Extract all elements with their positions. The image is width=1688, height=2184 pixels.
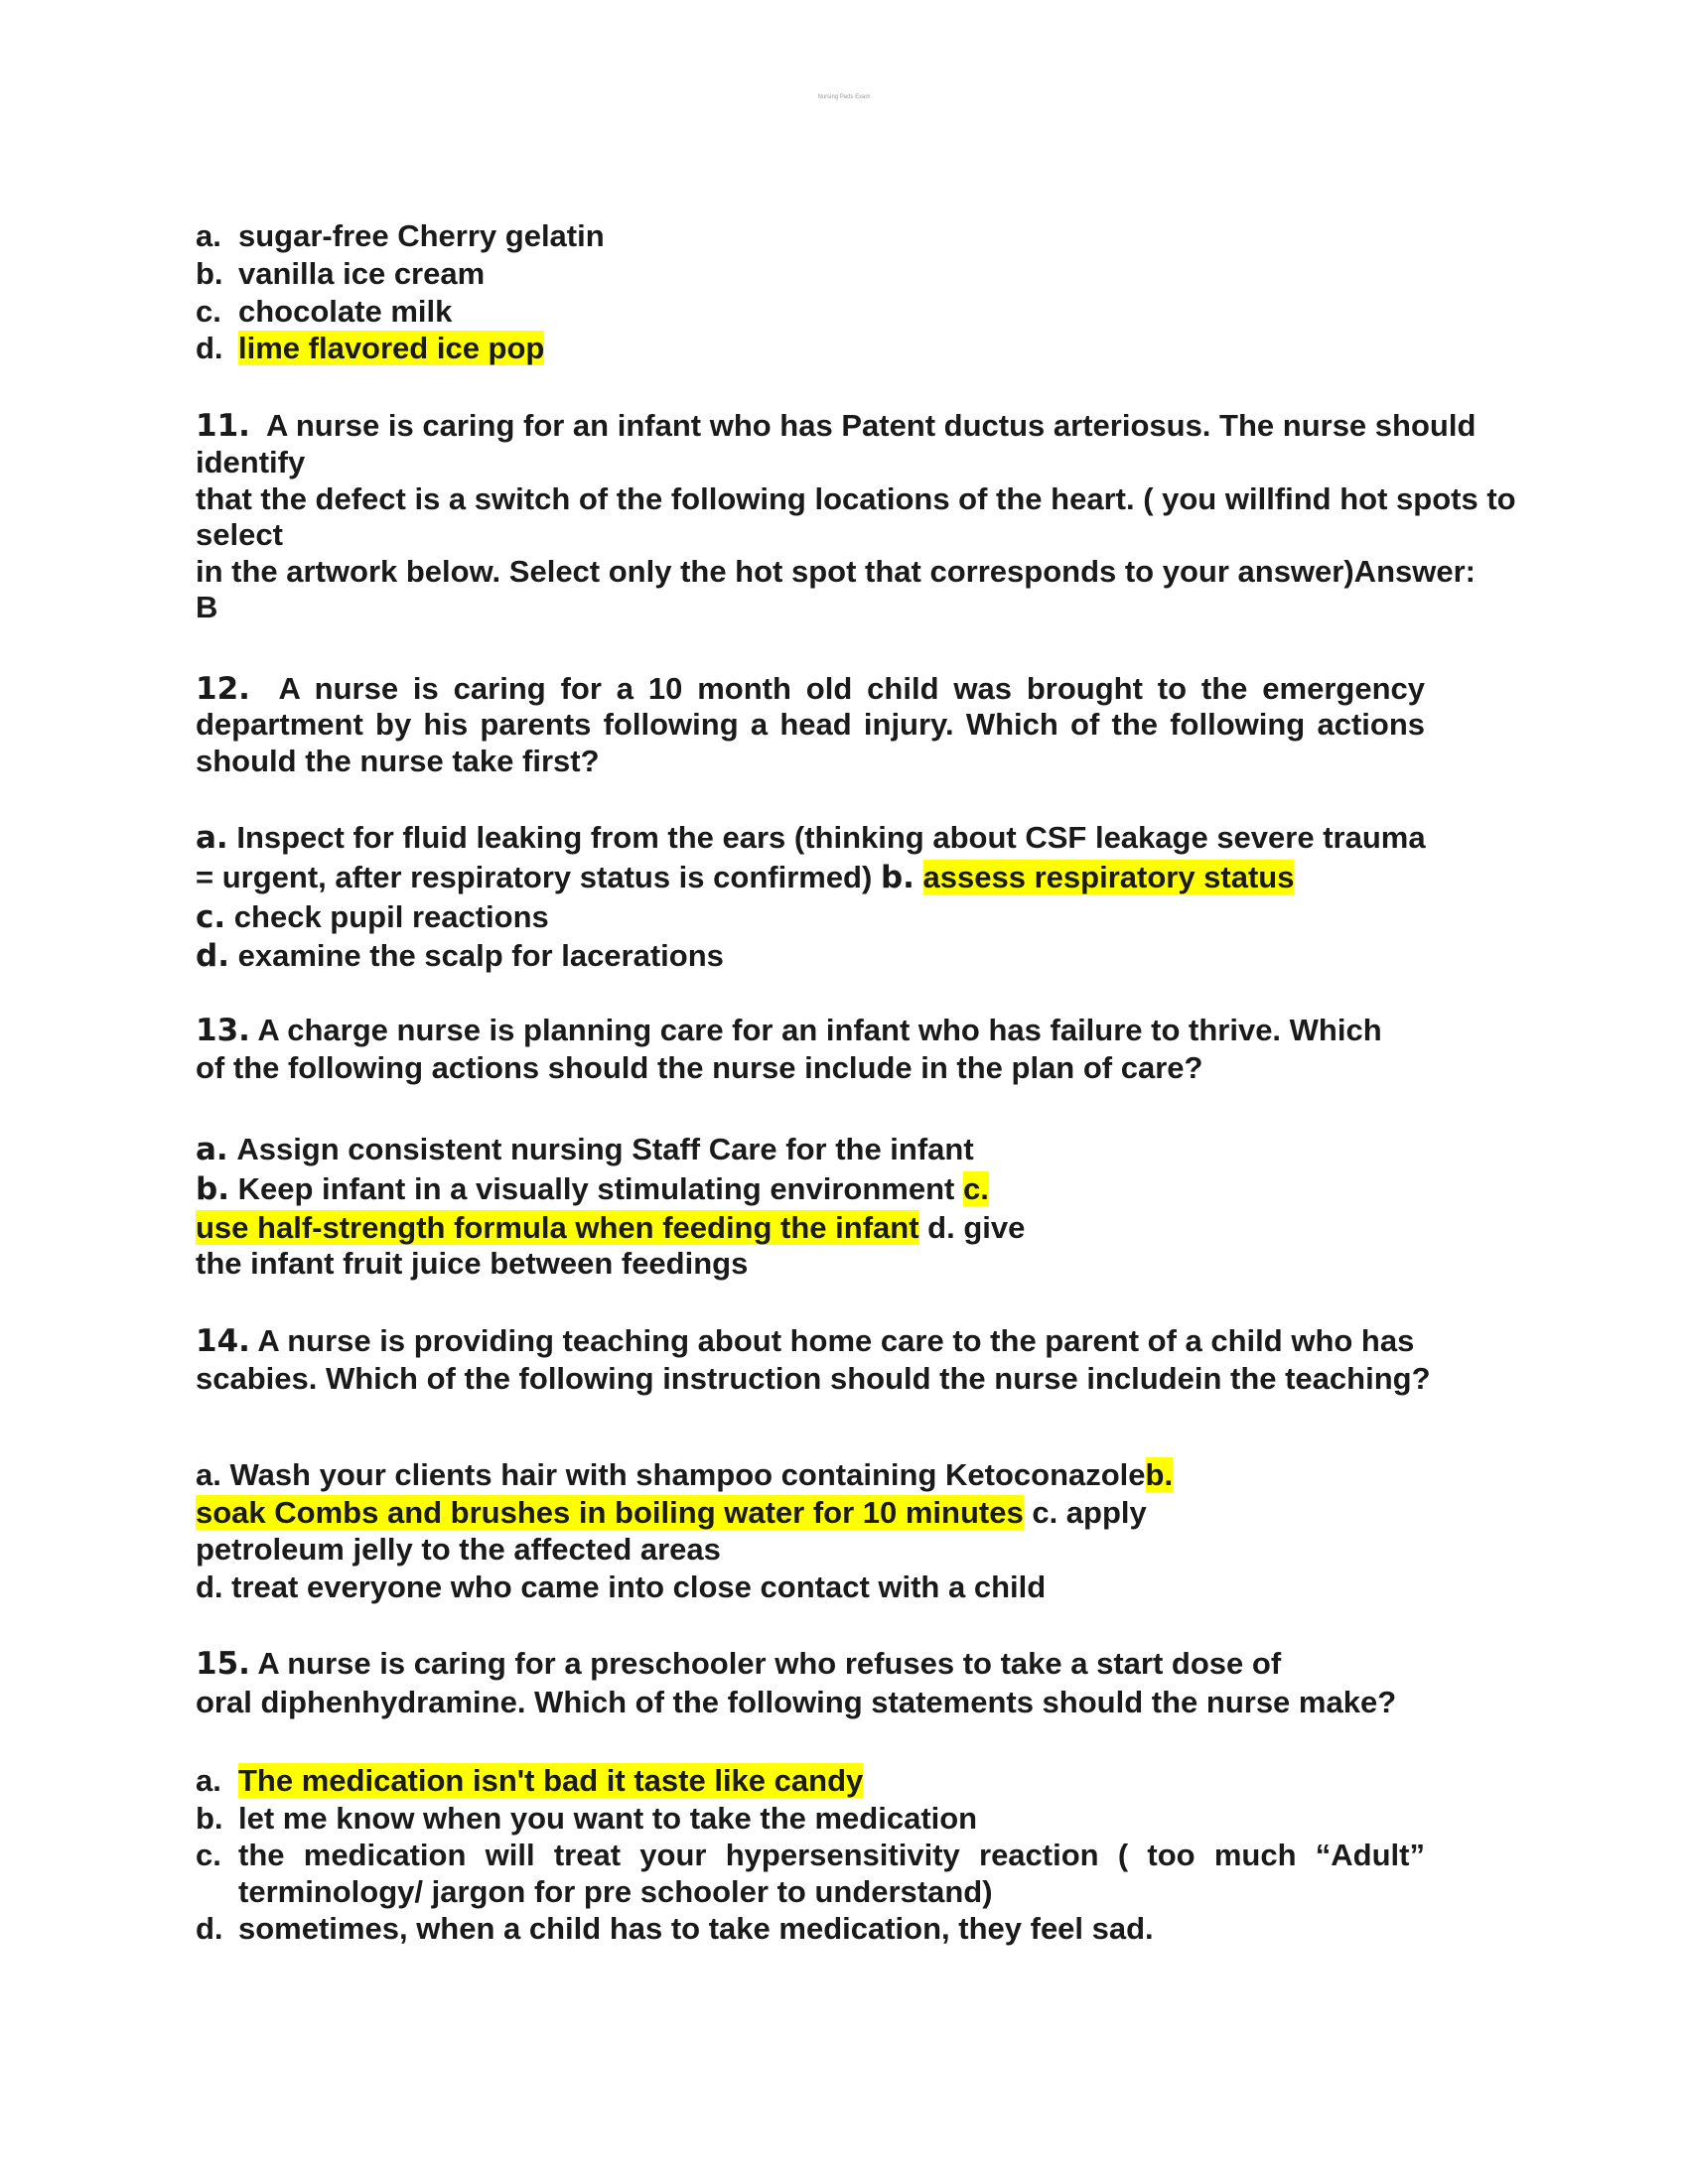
q11-line-2: identify — [196, 445, 306, 479]
q15-option-c: c. the medication will treat your hypersensitivity reaction ( too much “Adult” — [196, 1838, 1425, 1872]
question-number: 11. — [196, 408, 250, 444]
q12-line-2: department by his parents following a head injury. Which of the following actions — [196, 707, 1425, 742]
q14-line-1: 14. A nurse is providing teaching about home care to the parent of a child who has — [196, 1323, 1415, 1359]
q12-line-3: should the nurse take first? — [196, 744, 600, 778]
q14-option-b: soak Combs and brushes in boiling water for 10 minutes c. apply — [196, 1495, 1147, 1530]
q15-option-b: b. let me know when you want to take the medication — [196, 1801, 978, 1836]
q10-option-a: a. sugar-free Cherry gelatin — [196, 218, 605, 253]
q14-option-a: a. Wash your clients hair with shampoo containing Ketoconazoleb. — [196, 1457, 1174, 1492]
highlighted-answer-letter: b. — [1145, 1457, 1174, 1492]
q10-option-d: d. lime flavored ice pop — [196, 331, 545, 365]
q11-line-5: in the artwork below. Select only the hot spot that corresponds to your answer)Answer: — [196, 554, 1476, 589]
q13-option-b: b. Keep infant in a visually stimulating environment c. — [196, 1171, 989, 1207]
q14-option-c-cont: petroleum jelly to the affected areas — [196, 1532, 721, 1567]
q10-option-c: c. chocolate milk — [196, 294, 453, 329]
highlighted-answer: The medication isn't bad it taste like candy — [238, 1763, 864, 1798]
q13-line-2: of the following actions should the nurse include in the plan of care? — [196, 1050, 1203, 1085]
q12-option-a-cont-b: = urgent, after respiratory status is confirmed) b. assess respiratory status — [196, 860, 1295, 895]
q13-option-d-cont: the infant fruit juice between feedings — [196, 1246, 749, 1281]
highlighted-answer: soak Combs and brushes in boiling water for 10 minutes — [196, 1495, 1024, 1530]
q10-option-b: b. vanilla ice cream — [196, 256, 486, 291]
q11-line-4: select — [196, 517, 283, 552]
q12-option-d: d. examine the scalp for lacerations — [196, 938, 724, 974]
question-number: 12. — [196, 671, 250, 707]
q12-option-c: c. check pupil reactions — [196, 899, 549, 935]
q14-line-2: scabies. Which of the following instruction should the nurse includein the teaching? — [196, 1361, 1431, 1396]
q15-option-a: a. The medication isn't bad it taste like candy — [196, 1763, 864, 1798]
q14-option-d: d. treat everyone who came into close contact with a child — [196, 1570, 1047, 1604]
highlighted-answer: lime flavored ice pop — [238, 331, 545, 365]
question-number: 15. — [196, 1646, 250, 1682]
highlighted-answer-letter: c. — [962, 1171, 989, 1206]
question-number: 13. — [196, 1013, 250, 1048]
q11-line-1: 11. A nurse is caring for an infant who has Patent ductus arteriosus. The nurse should — [196, 408, 1477, 444]
q13-option-c: use half-strength formula when feeding the infant d. give — [196, 1210, 1026, 1245]
highlighted-answer: assess respiratory status — [922, 860, 1295, 894]
highlighted-answer: use half-strength formula when feeding the infant — [196, 1210, 919, 1245]
q15-line-1: 15. A nurse is caring for a preschooler who refuses to take a start dose of — [196, 1646, 1282, 1682]
question-number: 14. — [196, 1323, 250, 1359]
q15-option-c-cont: terminology/ jargon for pre schooler to understand) — [238, 1874, 993, 1909]
q13-option-a: a. Assign consistent nursing Staff Care for the infant — [196, 1132, 974, 1167]
q11-answer: B — [196, 590, 218, 624]
q15-option-d: d. sometimes, when a child has to take medication, they feel sad. — [196, 1911, 1154, 1946]
q13-line-1: 13. A charge nurse is planning care for an infant who has failure to thrive. Which — [196, 1013, 1382, 1048]
q12-line-1: 12. A nurse is caring for a 10 month old child was brought to the emergency — [196, 671, 1426, 707]
q12-option-a: a. Inspect for fluid leaking from the ears (thinking about CSF leakage severe trauma — [196, 820, 1426, 856]
q11-line-3: that the defect is a switch of the following locations of the heart. ( you willfind hot spots to — [196, 481, 1516, 516]
header-faint-text: Nursing Peds Exam — [817, 94, 871, 100]
q15-line-2: oral diphenhydramine. Which of the following statements should the nurse make? — [196, 1685, 1397, 1719]
